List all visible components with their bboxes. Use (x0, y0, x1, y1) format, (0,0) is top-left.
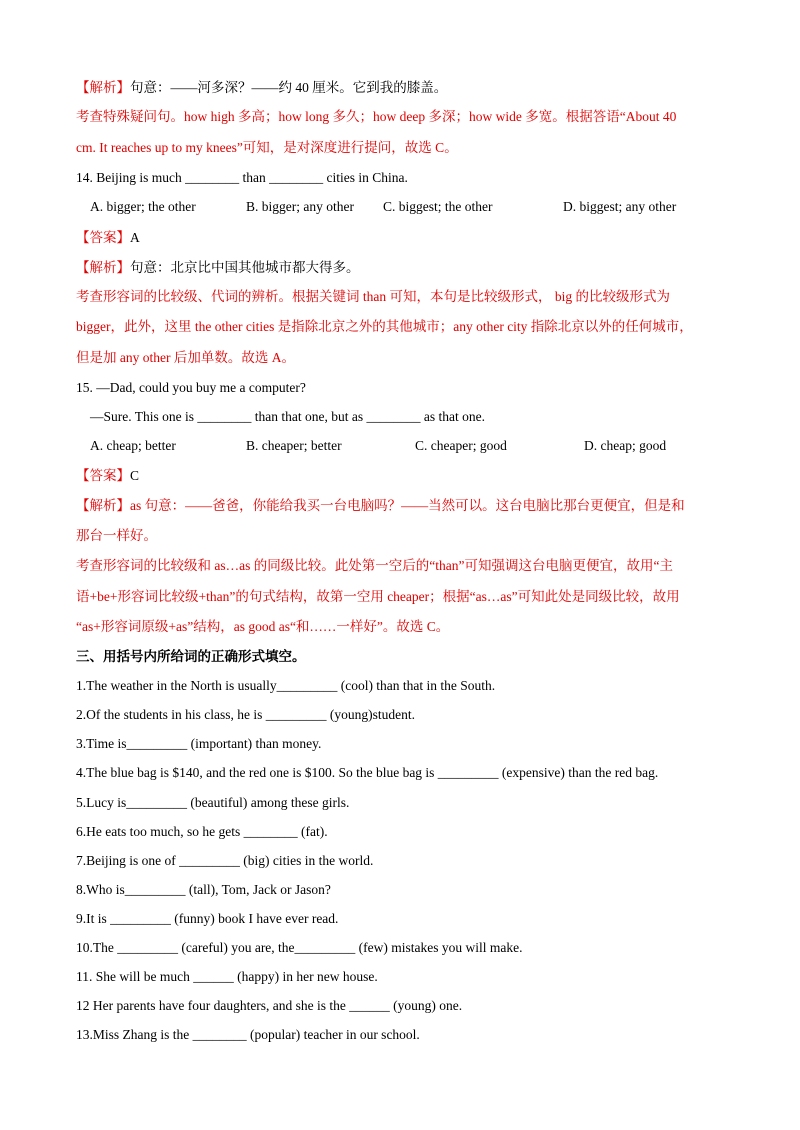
q15-answer (76, 467, 740, 485)
q15-option-d: D. cheap; good (584, 438, 667, 453)
q14-option-d: D. biggest; any other (563, 199, 677, 214)
answer-tag: 【答案】 (76, 468, 130, 483)
q13-analysis-line-2: cm. It reaches up to my knees”可知，是对深度进行提问，故选 C。 (76, 140, 458, 155)
answer-tag: 【答案】 (76, 230, 130, 245)
q14-option-c: C. biggest; the other (383, 199, 493, 214)
q15-explanation (76, 497, 740, 515)
q15-analysis-line-1: 考查形容词的比较级和 as…as 的同级比较。此处第一空后的“than”可知强调这台电脑更便宜，故用“主 (76, 558, 673, 573)
explanation-tag: 【解析】 (76, 498, 130, 513)
q14-option-b: B. bigger; any other (246, 199, 354, 214)
q13-analysis-line-1: 考查特殊疑问句。how high 多高；how long 多久；how deep 多深；how wide 多宽。根据答语“About 40 (76, 109, 677, 124)
q14-explanation (76, 259, 740, 277)
fill-item-3: 3.Time is_________ (important) than money. (76, 736, 322, 751)
q14-answer (76, 229, 740, 247)
fill-item-2: 2.Of the students in his class, he is _________ (young)student. (76, 707, 415, 722)
fill-item-9: 9.It is _________ (funny) book I have ever read. (76, 911, 339, 926)
question-15-line-2: —Sure. This one is ________ than that one, but as ________ as that one. (90, 409, 485, 424)
fill-item-6: 6.He eats too much, so he gets ________ (fat). (76, 824, 328, 839)
explanation-tag: 【解析】 (76, 260, 130, 275)
question-15: 15. —Dad, could you buy me a computer? (76, 380, 306, 395)
fill-item-4: 4.The blue bag is $140, and the red one is $100. So the blue bag is _________ (expensive) than the red bag. (76, 765, 659, 780)
fill-item-8: 8.Who is_________ (tall), Tom, Jack or Jason? (76, 882, 331, 897)
explanation-text: as 句意：——爸爸，你能给我买一台电脑吗？——当然可以。这台电脑比那台更便宜，但是和 (130, 498, 685, 513)
q14-analysis-line-2: bigger，此外，这里 the other cities 是指除北京之外的其他城市；any other city 指除北京以外的任何城市， (76, 319, 693, 334)
answer-value: C (130, 468, 140, 483)
q15-analysis-line-2: 语+be+形容词比较级+than”的句式结构，故第一空用 cheaper；根据“as…as”可知此处是同级比较，故用 (76, 589, 680, 604)
q15-option-a: A. cheap; better (90, 438, 176, 453)
fill-item-11: 11. She will be much ______ (happy) in her new house. (76, 969, 378, 984)
q14-analysis-line-1: 考查形容词的比较级、代词的辨析。根据关键词 than 可知，本句是比较级形式， big 的比较级形式为 (76, 289, 670, 304)
q15-explanation-line-2: 那台一样好。 (76, 528, 157, 543)
q14-analysis-line-3: 但是加 any other 后加单数。故选 A。 (76, 350, 295, 365)
q15-option-b: B. cheaper; better (246, 438, 342, 453)
explanation-tag: 【解析】 (76, 80, 130, 95)
fill-item-5: 5.Lucy is_________ (beautiful) among these girls. (76, 795, 350, 810)
question-14: 14. Beijing is much ________ than ________ cities in China. (76, 170, 408, 185)
q13-explanation-line (76, 79, 740, 97)
fill-item-1: 1.The weather in the North is usually_________ (cool) than that in the South. (76, 678, 496, 693)
fill-item-12: 12 Her parents have four daughters, and she is the ______ (young) one. (76, 998, 463, 1013)
q14-option-a: A. bigger; the other (90, 199, 196, 214)
explanation-text: 句意：——河多深？——约 40 厘米。它到我的膝盖。 (130, 80, 448, 95)
explanation-text: 句意：北京比中国其他城市都大得多。 (130, 260, 360, 275)
answer-value: A (130, 230, 140, 245)
section-3-heading: 三、用括号内所给词的正确形式填空。 (76, 649, 306, 665)
fill-item-10: 10.The _________ (careful) you are, the_________ (few) mistakes you will make. (76, 940, 523, 955)
q15-option-c: C. cheaper; good (415, 438, 507, 453)
fill-item-7: 7.Beijing is one of _________ (big) cities in the world. (76, 853, 374, 868)
fill-item-13: 13.Miss Zhang is the ________ (popular) teacher in our school. (76, 1027, 420, 1042)
q15-analysis-line-3: “as+形容词原级+as”结构，as good as“和……一样好”。故选 C。 (76, 619, 450, 634)
